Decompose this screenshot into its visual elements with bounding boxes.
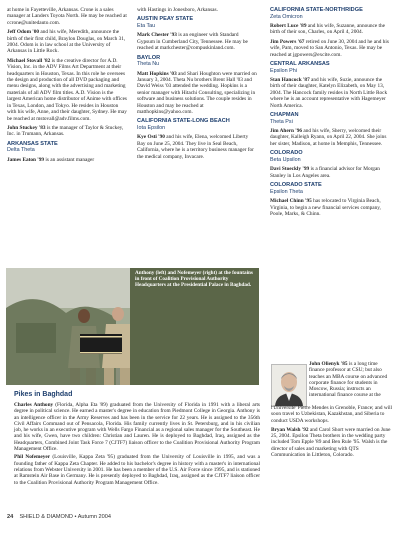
entry-olienyk: John Olienyk '85 is a long time finance professor at CSU; but also teaches an MBA course on advanced corporate finance for students in Moscow, Russia; instructs an international finance course at the bbox=[309, 361, 388, 399]
chapter-heading: COLORADO bbox=[270, 150, 303, 157]
column-middle bbox=[137, 7, 257, 163]
chapter-heading: ARKANSAS STATE bbox=[7, 140, 58, 147]
chapter-subheading: Eta Tau bbox=[137, 23, 156, 29]
magazine-title: SHIELD & DIAMOND bbox=[19, 514, 73, 520]
entry-chester: Mark Chester '93 is an engineer with Standard Gypsum in Cumberland City, Tennessee. He may be reached at markchester@compuskinland.com. bbox=[137, 32, 248, 52]
chapter-heading: BAYLOR bbox=[137, 54, 161, 61]
page-footer bbox=[7, 514, 111, 520]
chapter-subheading: Iota Epsilon bbox=[137, 125, 166, 132]
entry-luce: Robert Luce '89 and his wife, Suzanne, announce the birth of their son, Charles, on April 4, 2004. bbox=[270, 23, 386, 36]
entry-chinn: Michael Chinn '95 has relocated to Virginia Beach, Virginia, to begin a new financial services company, Poole, Marks, & Chinn. bbox=[270, 198, 381, 217]
portrait-photo bbox=[271, 364, 307, 407]
chapter-subheading: Zeta Omicron bbox=[270, 13, 303, 20]
story-paragraph: Phil Nofemeyer (Louisville, Kappa Zeta '95) graduated from the University of Louisville in 1995, and was a founding father of Kappa Zeta Chapter. He added to his bachelor's degree in history with a master's in international relations from Webster University in 2001. He has been a member of the U.S. Air Force since 1995, and is stationed at Ramstein Air Base in Germany. He is presently deployed to Baghdad, Iraq, assigned as the CJTF7 liaison officer to the Coalition Provisional Authority Program Management Office. bbox=[14, 454, 260, 486]
column-left bbox=[7, 7, 127, 166]
chapter-heading: CALIFORNIA STATE-LONG BEACH bbox=[137, 118, 230, 125]
chapter-heading: CALIFORNIA STATE-NORTHRIDGE bbox=[270, 7, 363, 13]
chapter-heading: AUSTIN PEAY STATE bbox=[137, 16, 194, 23]
entry-olienyk-continued: l'Universite' Pierre Mendes in Grenoble, France; and will soon travel to Uzbekistan, Kazakhstan, and Siberia to conduct USDA workshops. Bryan Walsh '92 and Carol Short were married on June 25, 2004. Epsilon Theta brothers in the wedding party included Tom Epple '89 and Ben Rule '95. Walsh is the director of sales and marketing with QTS Communication in Littleton, Colorado. bbox=[271, 405, 393, 459]
page-number: 24 bbox=[7, 514, 14, 520]
entry-ahern: Jim Ahern '96 and his wife, Sherry, welcomed their daughter, Kalleigh Ryann, on April 22, 2004. She joins her sister, Madison, at home in Memphis, Tennessee. bbox=[270, 128, 387, 147]
footer-separator: • bbox=[74, 514, 77, 520]
entry-crone: at home in Fayetteville, Arkansas. Crone is a sales manager at Landers Toyota North. He may be reached at ccrone@unitedauto.com. bbox=[7, 7, 127, 26]
photo-caption: Anthony (left) and Nofemeyer (right) at the fountains in front of Coalition Provisional Authority Headquarters at the Presidential Palace in Baghdad. bbox=[135, 270, 253, 289]
chapter-subheading: Epsilon Theta bbox=[270, 188, 303, 195]
chapter-heading: CHAPMAN bbox=[270, 112, 299, 119]
entry-walsh: Bryan Walsh '92 and Carol Short were married on June 25, 2004. Epsilon Theta brothers in the wedding party included Tom Epple '89 and Ben Rule '95. Walsh is the director of sales and marketing with QTS Communication in Littleton, Colorado. bbox=[271, 426, 391, 459]
entry-hopkins: Matt Hopkins '03 and Shari Houghton were married on January 3, 2004. Theta Nu brothers Brent Hall '03 and David Weiss '03 attended the wedding. Hopkins is a senior manager with Hitachi Consulting, specializing in software and business solutions. The couple resides in Houston and may be reached at matthopkins@yahoo.com. bbox=[137, 70, 257, 116]
chapter-heading: CENTRAL ARKANSAS bbox=[270, 61, 330, 68]
chapter-subheading: Theta Nu bbox=[137, 61, 160, 68]
entry-hancock: Stan Hancock '87 and his wife, Suzie, announce the birth of their daughter, Katelyn Elizabeth, on May 13, 2004. The Hancock family resides in North Little Rock where he is an account representative with Hagemeyer North America. bbox=[270, 77, 388, 109]
story-body bbox=[14, 402, 260, 488]
entry-eaton: James Eaton '99 is an assistant manager bbox=[7, 156, 95, 163]
issue-date: Autumn 2004 bbox=[77, 514, 111, 520]
chapter-subheading: Epsilon Phi bbox=[270, 67, 297, 74]
chapter-subheading: Theta Psi bbox=[270, 118, 293, 125]
chapter-subheading: Delta Theta bbox=[7, 147, 35, 154]
entry-powers: Jim Powers '67 retired on June 30, 2004 and he and his wife, Pam, moved to San Antonio, Texas. He may be reached at jgpowers@excite.com. bbox=[270, 38, 389, 58]
story-heading: Pikes in Baghdad bbox=[14, 391, 73, 398]
entry-eaton-cont: with Hastings in Jonesboro, Arkansas. bbox=[137, 7, 218, 13]
story-paragraph: Charles Anthony (Florida, Alpha Eta '89) graduated from the University of Florida in 1991 with a liberal arts degree in political science. He earned a master's degree in education from Piedmont College in Georgia. Anthony is an intelligence officer in the Army Reserves and has been in the service for 22 years. He is assigned to the 356th Civil Affairs Command out of Pensacola, Florida. His family currently lives in St. Petersburg, and in his civilian job, he works in an executive program with Wells Fargo Financial as a regional sales manager for the Southeast. He and his wife, Gwen, have two children: Christian and Lauren. He is deployed to Baghdad, Iraq, assigned as the Headquarters, Combined Joint Task Force 7 (CJTF7) liaison officer to the Coalition Provisional Authority Program Management Office. bbox=[14, 402, 260, 453]
entry-stuckey: John Stuckey '83 is the manager of Taylor & Stuckey, Inc. in Trumann, Arkansas. bbox=[7, 124, 124, 138]
column-right bbox=[270, 7, 392, 220]
chapter-subheading: Beta Upsilon bbox=[270, 156, 301, 163]
chapter-heading: COLORADO STATE bbox=[270, 182, 322, 189]
entry-stoeckly: Davi Stoeckly '99 is a financial advisor for Morgan Stanley in Los Angeles area. bbox=[270, 166, 380, 179]
entry-osti: Kye Osti '90 and his wife, Elena, welcomed Liberty Bay on June 25, 2004. They live in Seal Beach, California, where he is a territory business manager for the medical company, Invacare. bbox=[137, 134, 254, 160]
entry-stovall: Michael Stovall '82 is the creative director for A.D. Vision, Inc. in the ADV Films Art Department at their headquarters in Houston, Texas. In this role he oversees the design and production of all DVD packaging and menu designs, along with the advertising and marketing materials of all ADV film titles. A.D. Vision is the largest American home distributor of Anime with offices in Texas, London, and Tokyo. He resides in Houston with his wife, Anne, and their daughter, Sydney. He may be reached at mstovall@adv.films.com. bbox=[7, 57, 127, 122]
entry-odom: Jeff Odom '00 and his wife, Meredith, announce the birth of their first child, Braylon Douglas, on March 31, 2004. Odom is in law school at the University of Arkansas in Little Rock. bbox=[7, 29, 126, 55]
